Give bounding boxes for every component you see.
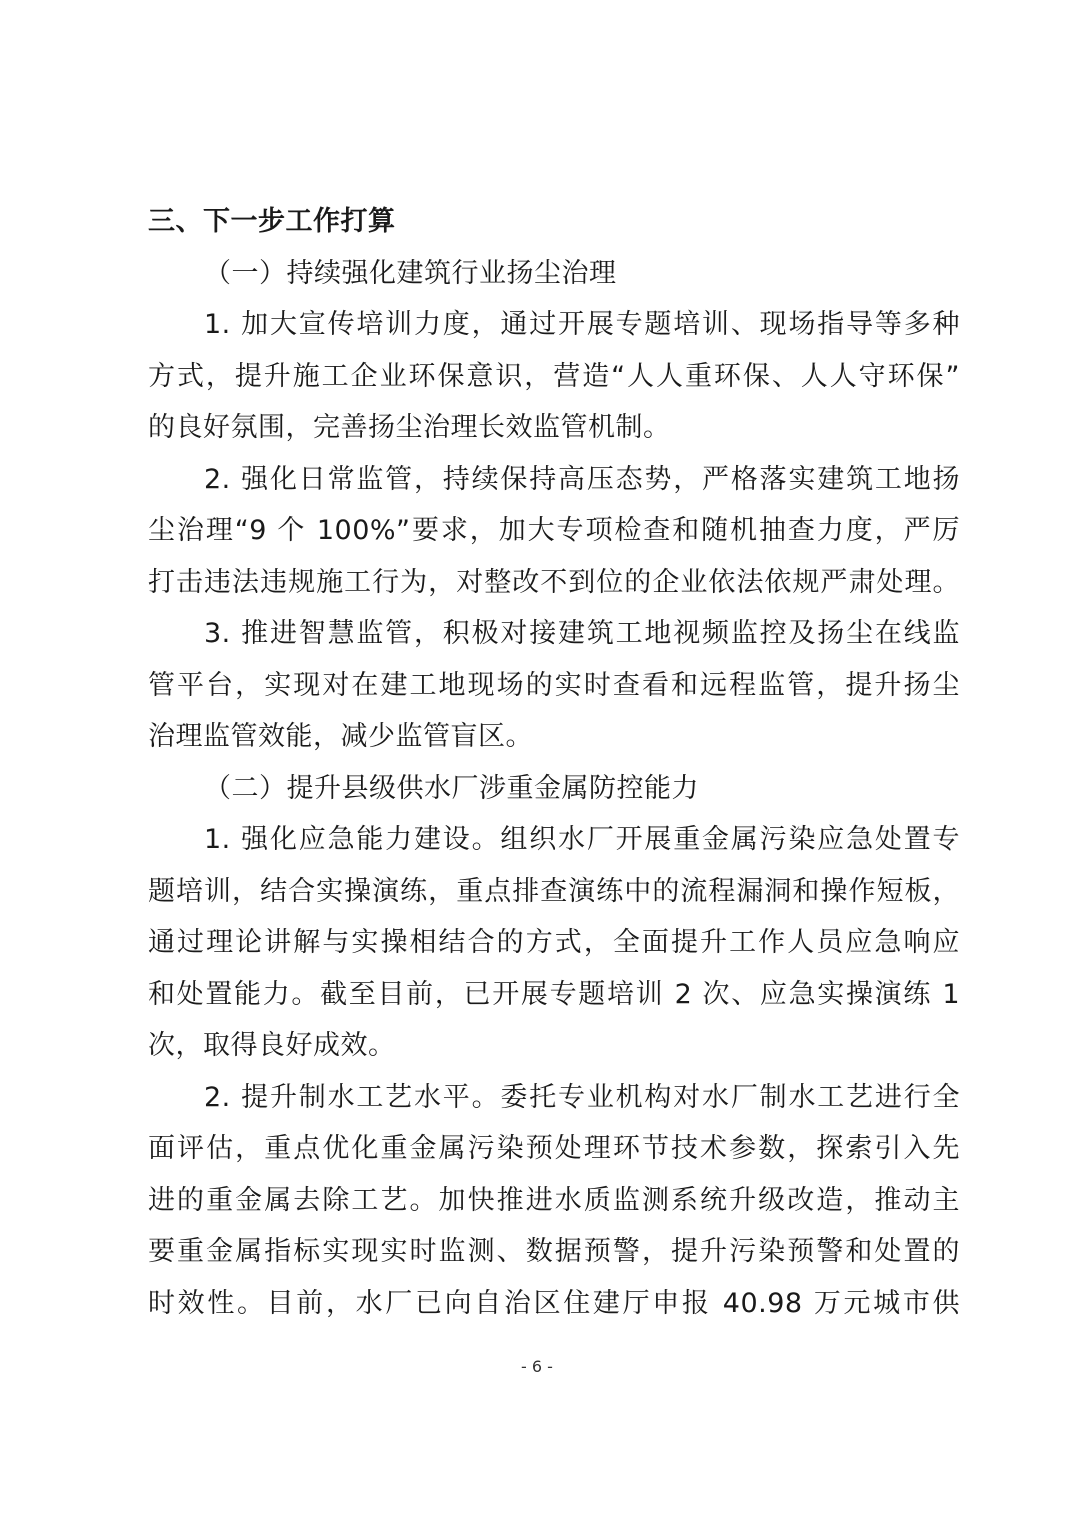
paragraph-line: 治理监管效能，减少监管盲区。 (148, 721, 533, 752)
subsection-heading: （一）持续强化建筑行业扬尘治理 (204, 257, 617, 289)
paragraph-line: 要重金属指标实现实时监测、数据预警，提升污染预警和处置的 (148, 1236, 960, 1267)
paragraph-line: 面评估，重点优化重金属污染预处理环节技术参数，探索引入先 (148, 1133, 960, 1164)
paragraph-line: 通过理论讲解与实操相结合的方式，全面提升工作人员应急响应 (148, 927, 960, 958)
paragraph-line: 方式，提升施工企业环保意识，营造“人人重环保、人人守环保” (148, 360, 960, 392)
paragraph-line: 题培训，结合实操演练，重点排查演练中的流程漏洞和操作短板， (148, 875, 960, 907)
document-body (148, 196, 960, 1329)
paragraph-line: 2. 强化日常监管，持续保持高压态势，严格落实建筑工地扬 (204, 463, 960, 495)
subsection-heading: （二）提升县级供水厂涉重金属防控能力 (204, 772, 699, 804)
paragraph-line: 1. 强化应急能力建设。组织水厂开展重金属污染应急处置专 (204, 824, 960, 855)
paragraph-line: 管平台，实现对在建工地现场的实时查看和远程监管，提升扬尘 (148, 669, 960, 701)
paragraph-line: 的良好氛围，完善扬尘治理长效监管机制。 (148, 412, 671, 443)
paragraph-line: 进的重金属去除工艺。加快推进水质监测系统升级改造，推动主 (148, 1184, 960, 1216)
paragraph-line: 次，取得良好成效。 (148, 1030, 396, 1061)
page-number: - 6 - (521, 1357, 553, 1376)
paragraph-line: 尘治理“9 个 100%”要求，加大专项检查和随机抽查力度，严厉 (148, 515, 960, 546)
paragraph-line: 3. 推进智慧监管，积极对接建筑工地视频监控及扬尘在线监 (204, 618, 960, 649)
paragraph-line: 时效性。目前，水厂已向自治区住建厅申报 40.98 万元城市供 (148, 1287, 960, 1319)
paragraph-line: 和处置能力。截至目前，已开展专题培训 2 次、应急实操演练 1 (148, 978, 960, 1010)
section-heading: 三、下一步工作打算 (148, 206, 396, 237)
paragraph-line: 2. 提升制水工艺水平。委托专业机构对水厂制水工艺进行全 (204, 1081, 960, 1113)
paragraph-line: 1. 加大宣传培训力度，通过开展专题培训、现场指导等多种 (204, 309, 960, 340)
paragraph-line: 打击违法违规施工行为，对整改不到位的企业依法依规严肃处理。 (148, 566, 960, 598)
